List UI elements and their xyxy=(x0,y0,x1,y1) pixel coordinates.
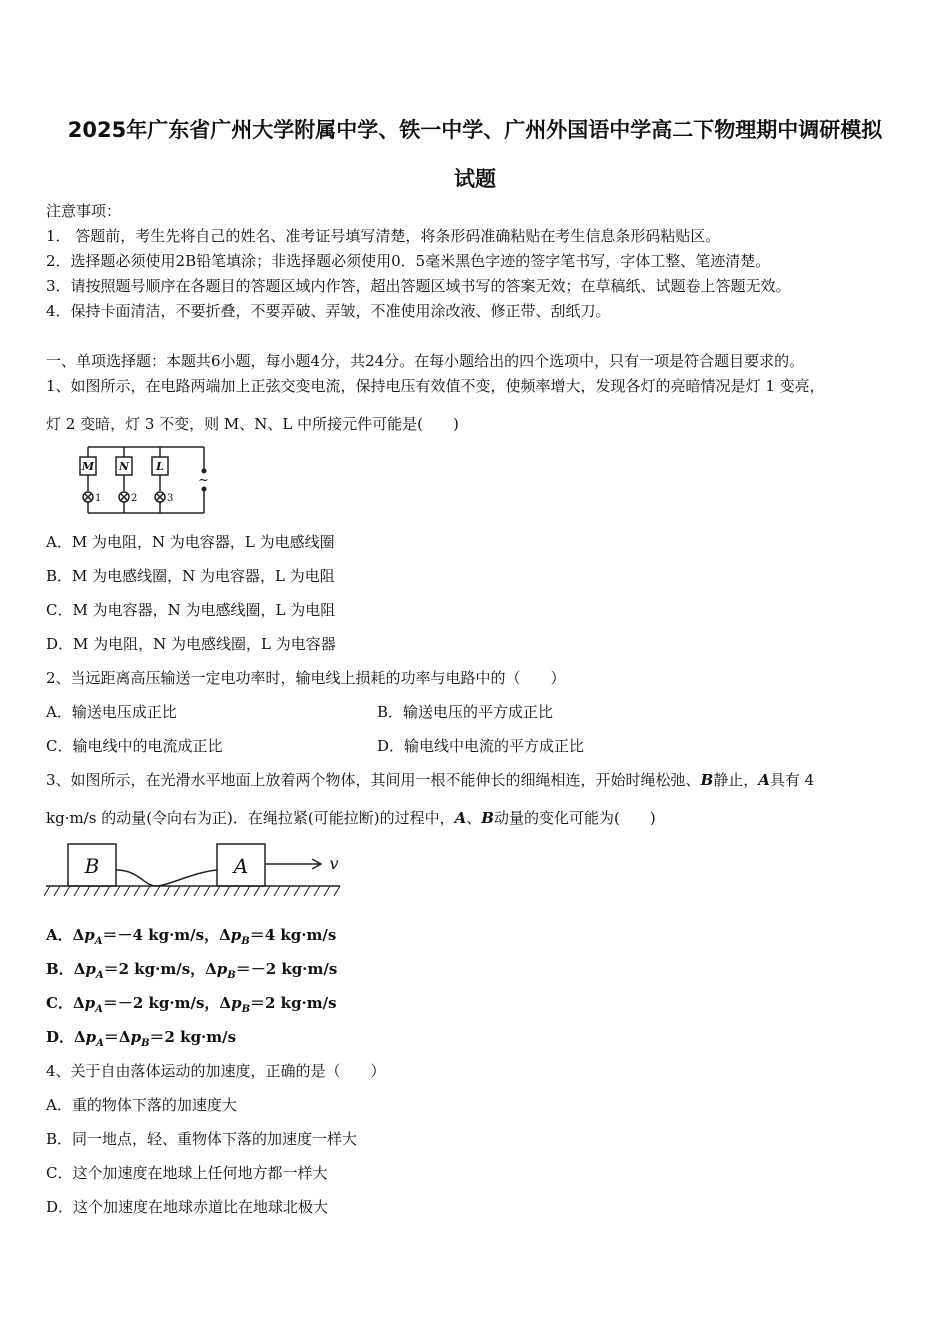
notice-item: 1． 答题前，考生先将自己的姓名、准考证号填写清楚，将条形码准确粘贴在考生信息条形码粘贴区。 xyxy=(46,227,721,245)
q1-box-label: L xyxy=(156,460,164,473)
q4-option-c: C．这个加速度在地球上任何地方都一样大 xyxy=(46,1164,328,1182)
p: p xyxy=(216,960,228,978)
q3-var-b: B xyxy=(700,771,714,789)
q1-option-c: C．M 为电容器，N 为电感线圈，L 为电阻 xyxy=(46,601,336,619)
notice-item: 3．请按照题号顺序在各题目的答题区域内作答，超出答题区域书写的答案无效；在草稿纸、试题卷上答题无效。 xyxy=(46,277,791,295)
q3-var-a: A xyxy=(758,771,770,789)
ac-source-icon: ~ xyxy=(198,473,209,488)
q3-stem-text: 3、如图所示，在光滑水平地面上放着两个物体，其间用一根不能伸长的细绳相连，开始时绳松弛、 xyxy=(46,771,701,789)
q3-stem xyxy=(46,770,814,790)
q3-stem-text: 动量的变化可能为( ) xyxy=(493,809,656,827)
value: ＝－2 kg·m/s xyxy=(235,960,338,978)
notice-heading: 注意事项： xyxy=(46,202,122,220)
opt-label: B． xyxy=(46,960,74,978)
q3-stem-text: 具有 4 xyxy=(769,771,815,789)
exam-title-line1: 2025年广东省广州大学附属中学、铁一中学、广州外国语中学高二下物理期中调研模拟 xyxy=(67,118,883,142)
q3-velocity-label: v xyxy=(329,854,339,873)
value: ＝2 kg·m/s， xyxy=(103,960,206,978)
delta: Δ xyxy=(72,926,85,944)
q1-stem-cont: 灯 2 变暗，灯 3 不变，则 M、N、L 中所接元件可能是( ) xyxy=(46,415,459,433)
q2-option-a: A．输送电压成正比 xyxy=(46,703,177,721)
q3-option-a xyxy=(46,925,336,952)
sub: B xyxy=(227,970,236,981)
q1-option-b: B．M 为电感线圈，N 为电容器，L 为电阻 xyxy=(46,567,335,585)
q3-blocks-figure xyxy=(44,842,344,904)
q1-lamp-label: 3 xyxy=(167,493,174,504)
notice-item: 2．选择题必须使用2B铅笔填涂；非选择题必须使用0．5毫米黑色字迹的签字笔书写，字体工整、笔迹清楚。 xyxy=(46,252,771,270)
q3-stem-text: 静止， xyxy=(713,771,759,789)
p: p xyxy=(130,1028,142,1046)
opt-label: A． xyxy=(46,926,73,944)
value: ＝－4 kg·m/s， xyxy=(102,926,220,944)
sub: A xyxy=(95,970,104,981)
q1-option-a: A．M 为电阻，N 为电容器，L 为电感线圈 xyxy=(46,533,335,551)
q4-option-b: B．同一地点，轻、重物体下落的加速度一样大 xyxy=(46,1130,358,1148)
sub: B xyxy=(241,1004,251,1015)
value: ＝2 kg·m/s xyxy=(250,994,337,1012)
value: ＝2 kg·m/s xyxy=(149,1028,237,1046)
q4-option-a: A．重的物体下落的加速度大 xyxy=(46,1096,237,1114)
q3-stem-text: kg·m/s 的动量(令向右为正)．在绳拉紧(可能拉断)的过程中， xyxy=(46,809,455,827)
delta: Δ xyxy=(74,1028,86,1046)
q1-circuit-figure xyxy=(74,443,214,517)
sub: A xyxy=(96,1038,104,1049)
q2-option-b: B．输送电压的平方成正比 xyxy=(377,703,554,721)
q1-lamp-label: 1 xyxy=(95,493,102,504)
delta: Δ xyxy=(219,926,231,944)
q2-option-d: D．输电线中电流的平方成正比 xyxy=(377,737,585,755)
q1-option-d: D．M 为电阻，N 为电感线圈，L 为电容器 xyxy=(46,635,336,653)
exam-title-line2: 试题 xyxy=(454,167,496,191)
p: p xyxy=(230,926,242,944)
q3-stem-cont xyxy=(46,808,656,828)
q1-box-label: N xyxy=(118,460,130,473)
q1-stem: 1、如图所示，在电路两端加上正弦交变电流，保持电压有效值不变，使频率增大，发现各灯的亮暗情况是灯 1 变亮， xyxy=(46,377,825,395)
delta: Δ xyxy=(73,960,86,978)
value: ＝Δ xyxy=(103,1028,131,1046)
sub: B xyxy=(241,936,250,947)
q2-option-c: C．输电线中的电流成正比 xyxy=(46,737,223,755)
value: ＝4 kg·m/s xyxy=(249,926,337,944)
notice-item: 4．保持卡面清洁，不要折叠，不要弄破、弄皱，不准使用涂改液、修正带、刮纸刀。 xyxy=(46,302,611,320)
value: ＝－2 kg·m/s， xyxy=(102,994,220,1012)
q4-stem: 4、关于自由落体运动的加速度，正确的是（ ） xyxy=(46,1062,386,1080)
q3-option-d xyxy=(46,1027,236,1054)
q3-block-b-label: B xyxy=(84,854,100,878)
q3-var-b: B xyxy=(481,809,494,827)
section-heading: 一、单项选择题：本题共6小题，每小题4分，共24分。在每小题给出的四个选项中，只有一项是符合题目要求的。 xyxy=(46,352,805,370)
sub: A xyxy=(94,936,103,947)
q1-box-label: M xyxy=(81,460,95,473)
opt-label: C． xyxy=(46,994,73,1012)
p: p xyxy=(85,1028,97,1046)
p: p xyxy=(85,960,96,978)
q3-block-a-label: A xyxy=(233,854,249,878)
delta: Δ xyxy=(219,994,232,1012)
q3-option-c xyxy=(46,993,337,1020)
q3-option-b xyxy=(46,959,337,986)
p: p xyxy=(231,994,242,1012)
p: p xyxy=(84,994,96,1012)
p: p xyxy=(84,926,95,944)
sub: B xyxy=(141,1038,150,1049)
delta: Δ xyxy=(205,960,217,978)
opt-label: D． xyxy=(46,1028,75,1046)
q2-stem: 2、当远距离高压输送一定电功率时，输电线上损耗的功率与电路中的（ ） xyxy=(46,669,566,687)
q3-stem-text: 、 xyxy=(466,809,482,827)
sub: A xyxy=(95,1004,103,1015)
q3-var-a: A xyxy=(454,809,467,827)
q1-lamp-label: 2 xyxy=(131,493,138,504)
q3-string xyxy=(116,870,217,886)
delta: Δ xyxy=(72,994,85,1012)
q4-option-d: D．这个加速度在地球赤道比在地球北极大 xyxy=(46,1198,329,1216)
